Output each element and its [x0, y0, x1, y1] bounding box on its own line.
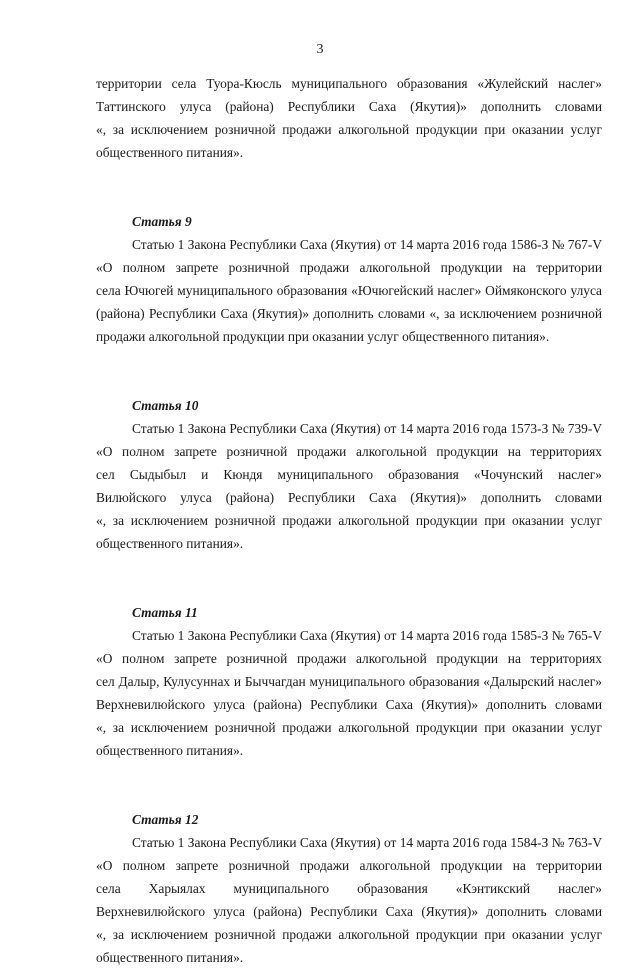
article-heading: Статья 10 — [132, 398, 199, 413]
text-line: села Харыялах муниципального образования «Кэнтикский наслег» — [96, 881, 602, 896]
article-paragraph — [96, 831, 602, 969]
article-11 — [96, 601, 602, 762]
article-paragraph — [96, 233, 602, 348]
text-line: «О полном запрете розничной продажи алкогольной продукции на территории — [96, 858, 602, 873]
article-heading: Статья 12 — [132, 812, 199, 827]
text-line: «О полном запрете розничной продажи алкогольной продукции на территориях — [96, 444, 602, 459]
text-line: «, за исключением розничной продажи алкогольной продукции при оказании услуг — [96, 122, 602, 137]
text-line: села Ючюгей муниципального образования «Ючюгейский наслег» Оймяконского улуса — [96, 283, 602, 298]
text-line: сел Сыдыбыл и Кюндя муниципального образования «Чочунский наслег» — [96, 467, 602, 482]
text-line: Верхневилюйского улуса (района) Республики Саха (Якутия)» дополнить словами — [96, 697, 602, 712]
text-line: Статью 1 Закона Республики Саха (Якутия) от 14 марта 2016 года 1573-З № 739-V — [132, 421, 602, 436]
text-line: «, за исключением розничной продажи алкогольной продукции при оказании услуг — [96, 513, 602, 528]
article-10 — [96, 394, 602, 555]
intro-paragraph — [96, 72, 602, 164]
article-9 — [96, 210, 602, 348]
document-body — [96, 72, 602, 969]
article-paragraph — [96, 624, 602, 762]
text-line: сел Далыр, Кулусуннах и Быччагдан муниципального образования «Далырский наслег» — [96, 674, 602, 689]
text-line: Статью 1 Закона Республики Саха (Якутия) от 14 марта 2016 года 1585-З № 765-V — [132, 628, 602, 643]
text-line: Статью 1 Закона Республики Саха (Якутия) от 14 марта 2016 года 1586-З № 767-V — [132, 237, 602, 252]
text-line: «, за исключением розничной продажи алкогольной продукции при оказании услуг — [96, 720, 602, 735]
text-line: территории села Туора-Кюсль муниципального образования «Жулейский наслег» — [96, 76, 602, 91]
text-line: (района) Республики Саха (Якутия)» дополнить словами «, за исключением розничной — [96, 306, 602, 321]
article-heading: Статья 11 — [132, 605, 198, 620]
text-line: Статью 1 Закона Республики Саха (Якутия) от 14 марта 2016 года 1584-З № 763-V — [132, 835, 602, 850]
text-line: «, за исключением розничной продажи алкогольной продукции при оказании услуг — [96, 927, 602, 942]
text-line: Таттинского улуса (района) Республики Саха (Якутия)» дополнить словами — [96, 99, 602, 114]
article-paragraph — [96, 417, 602, 555]
article-heading: Статья 9 — [132, 214, 192, 229]
text-line: Верхневилюйского улуса (района) Республики Саха (Якутия)» дополнить словами — [96, 904, 602, 919]
text-line: общественного питания». — [96, 536, 244, 551]
text-line: продажи алкогольной продукции при оказании услуг общественного питания». — [96, 329, 550, 344]
text-line: общественного питания». — [96, 145, 244, 160]
text-line: общественного питания». — [96, 950, 244, 965]
text-line: Вилюйского улуса (района) Республики Саха (Якутия)» дополнить словами — [96, 490, 602, 505]
text-line: «О полном запрете розничной продажи алкогольной продукции на территории — [96, 260, 602, 275]
article-12 — [96, 808, 602, 969]
text-line: общественного питания». — [96, 743, 244, 758]
page-number: 3 — [316, 42, 324, 57]
text-line: «О полном запрете розничной продажи алкогольной продукции на территориях — [96, 651, 602, 666]
